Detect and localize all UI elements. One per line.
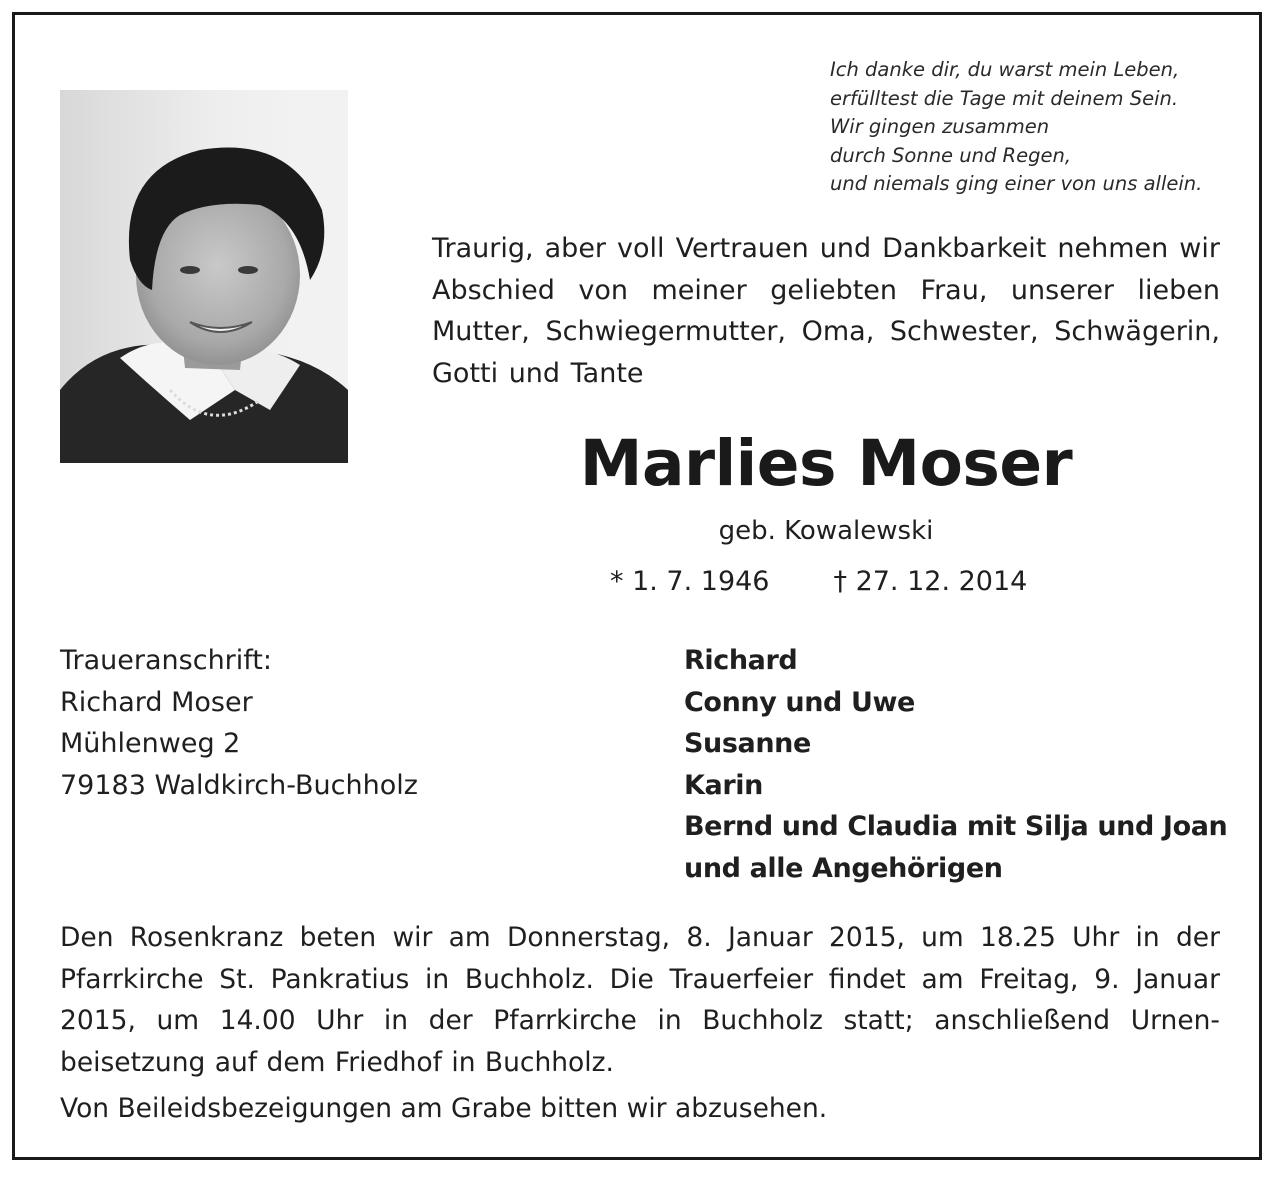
family-member: und alle Angehörigen xyxy=(684,852,1003,884)
mourning-address xyxy=(60,640,620,806)
family-member: Conny und Uwe xyxy=(684,686,915,718)
closing-note: Von Beileidsbezeigungen am Grabe bitten wir abzusehen. xyxy=(60,1093,828,1124)
address-label: Traueranschrift: xyxy=(60,645,272,676)
family-member: Bernd und Claudia mit Silja und Joan xyxy=(684,811,1228,842)
intro-text: Traurig, aber voll Vertrauen und Dankbarkeit nehmen wir Abschied von meiner geliebten Frau, unserer lieben Mutter, Schwiegermutter, Oma, Schwester, Schwägerin, Gotti und Tante xyxy=(432,233,1220,389)
death-date: † 27. 12. 2014 xyxy=(833,566,1028,597)
poem-line: erfülltest die Tage mit deinem Sein. xyxy=(830,86,1179,110)
portrait-photo xyxy=(60,90,348,463)
poem-line: Wir gingen zusammen xyxy=(830,115,1050,138)
maiden-name: geb. Kowalewski xyxy=(718,516,934,546)
family-member: Richard xyxy=(684,645,798,676)
address-street: Mühlenweg 2 xyxy=(60,728,241,759)
poem-line: und niemals ging einer von uns allein. xyxy=(830,172,1203,195)
poem-quote xyxy=(830,56,1250,199)
deceased-name: Marlies Moser xyxy=(579,427,1073,500)
family-list xyxy=(684,640,1244,889)
address-city: 79183 Waldkirch-Buchholz xyxy=(60,769,418,801)
service-details: Den Rosenkranz beten wir am Donnerstag, 8. Januar 2015, um 18.25 Uhr in der Pfarrkirche St. Pankratius in Buchholz. Die Trauerfeier findet am Freitag, 9. Januar 2015, um 14.00 Uhr in der Pfarrkirche in Buchholz statt; anschließend Urnen-beisetzung auf dem Friedhof in Buchholz. xyxy=(60,922,1220,1078)
address-name: Richard Moser xyxy=(60,686,253,718)
family-member: Susanne xyxy=(684,728,811,759)
poem-line: Ich danke dir, du warst mein Leben, xyxy=(830,58,1180,81)
life-dates xyxy=(610,562,1250,602)
poem-line: durch Sonne und Regen, xyxy=(830,143,1072,167)
birth-date: * 1. 7. 1946 xyxy=(610,566,770,597)
family-member: Karin xyxy=(684,769,763,801)
